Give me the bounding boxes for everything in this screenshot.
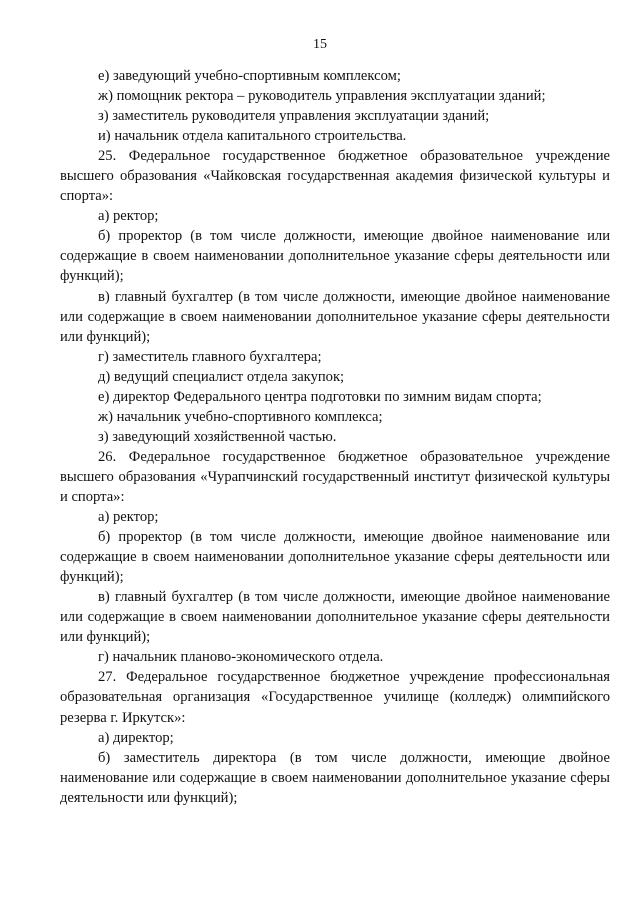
section-heading-27: 27. Федеральное государственное бюджетное учреждение профессиональная образовательная организация «Государственное училище (колледж) олимпийского резерва г. Иркутск»: bbox=[60, 669, 610, 726]
section-heading-26: 26. Федеральное государственное бюджетное образовательное учреждение высшего образования «Чурапчинский государственный институт физической культуры и спорта»: bbox=[60, 448, 610, 505]
list-item: д) ведущий специалист отдела закупок; bbox=[98, 368, 345, 385]
list-item: б) проректор (в том числе должности, имеющие двойное наименование или содержащие в своем наименовании дополнительное указание сферы деятельности или функций); bbox=[60, 529, 610, 586]
list-item: в) главный бухгалтер (в том числе должности, имеющие двойное наименование или содержащие в своем наименовании дополнительное указание сферы деятельности или функций); bbox=[60, 589, 610, 646]
list-item: ж) помощник ректора – руководитель управления эксплуатации зданий; bbox=[98, 88, 546, 105]
list-item: б) проректор (в том числе должности, имеющие двойное наименование или содержащие в своем наименовании дополнительное указание сферы деятельности или функций); bbox=[60, 228, 610, 285]
list-item: е) заведующий учебно-спортивным комплексом; bbox=[98, 68, 401, 84]
list-item: а) ректор; bbox=[98, 208, 159, 225]
list-item: и) начальник отдела капитального строительства. bbox=[98, 128, 407, 145]
list-item: а) директор; bbox=[98, 729, 174, 746]
list-item: г) начальник планово-экономического отдела. bbox=[98, 649, 384, 666]
list-item: а) ректор; bbox=[98, 509, 159, 526]
section-heading-25: 25. Федеральное государственное бюджетное образовательное учреждение высшего образования «Чайковская государственная академия физической культуры и спорта»: bbox=[60, 148, 610, 205]
list-item: ж) начальник учебно-спортивного комплекса; bbox=[98, 408, 383, 425]
list-item: в) главный бухгалтер (в том числе должности, имеющие двойное наименование или содержащие в своем наименовании дополнительное указание сферы деятельности или функций); bbox=[60, 288, 610, 345]
list-item: е) директор Федерального центра подготовки по зимним видам спорта; bbox=[98, 388, 542, 405]
document-body bbox=[60, 66, 610, 808]
page-number: 15 bbox=[313, 37, 327, 52]
list-item: з) заместитель руководителя управления эксплуатации зданий; bbox=[98, 108, 490, 125]
list-item: б) заместитель директора (в том числе должности, имеющие двойное наименование или содержащие в своем наименовании дополнительное указание сферы деятельности или функций); bbox=[60, 749, 610, 806]
list-item: з) заведующий хозяйственной частью. bbox=[98, 428, 337, 445]
list-item: г) заместитель главного бухгалтера; bbox=[98, 348, 322, 365]
